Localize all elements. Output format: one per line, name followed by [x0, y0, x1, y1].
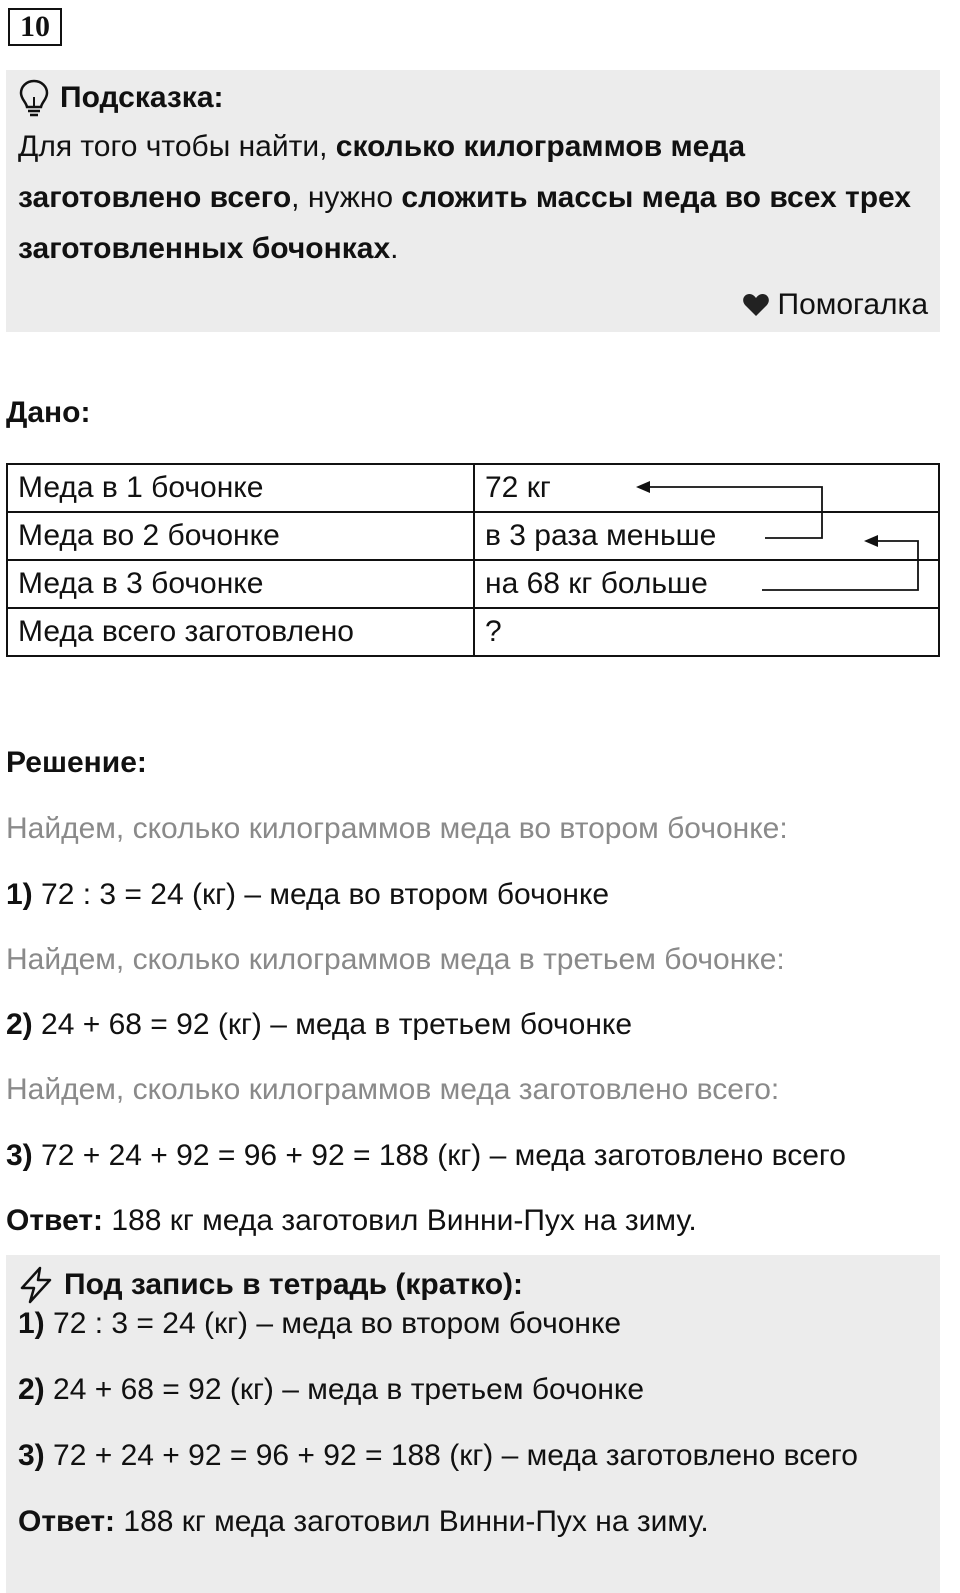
helper-label: Помогалка — [777, 288, 928, 321]
notes-step-2 — [18, 1373, 644, 1407]
step-number: 2) — [6, 1008, 33, 1041]
notes-header — [18, 1265, 928, 1305]
lightbulb-icon — [18, 79, 50, 117]
table-row — [7, 512, 939, 560]
step-number: 1) — [6, 878, 33, 911]
helper-credit — [742, 288, 929, 322]
solution-step-1 — [6, 878, 609, 912]
step-text: 24 + 68 = 92 (кг) – меда в третьем бочонке — [44, 1373, 645, 1406]
given-value: в 3 раза меньше — [474, 512, 939, 560]
table-row — [7, 464, 939, 512]
question-1: Найдем, сколько килограммов меда во втором бочонке: — [6, 812, 788, 845]
hint-text-part: Для того чтобы найти, — [18, 130, 336, 163]
answer-text: 188 кг меда заготовил Винни-Пух на зиму. — [115, 1505, 709, 1538]
answer-text: 188 кг меда заготовил Винни-Пух на зиму. — [103, 1204, 697, 1237]
table-row — [7, 608, 939, 656]
hint-text — [18, 121, 928, 274]
solution-step-3 — [6, 1139, 846, 1173]
given-value: ? — [474, 608, 939, 656]
step-text: 72 + 24 + 92 = 96 + 92 = 188 (кг) – меда заготовлено всего — [44, 1439, 858, 1472]
hint-bold-part: сколько килограммов меда заготовлено всего — [18, 130, 746, 214]
given-table — [6, 463, 940, 657]
answer-label: Ответ: — [6, 1204, 104, 1237]
step-number: 2) — [18, 1373, 45, 1406]
step-number: 3) — [6, 1139, 33, 1172]
notes-title: Под запись в тетрадь (кратко): — [64, 1268, 524, 1301]
given-value: на 68 кг больше — [474, 560, 939, 608]
given-value: 72 кг — [474, 464, 939, 512]
given-label: Меда всего заготовлено — [7, 608, 474, 656]
solution-step-2 — [6, 1008, 632, 1042]
question-2: Найдем, сколько килограммов меда в третьем бочонке: — [6, 943, 785, 976]
answer-label: Ответ: — [18, 1505, 116, 1538]
lightning-icon — [18, 1266, 54, 1304]
hint-box — [6, 70, 940, 332]
answer-line — [6, 1204, 697, 1238]
table-row — [7, 560, 939, 608]
step-text: 72 : 3 = 24 (кг) – меда во втором бочонке — [32, 878, 610, 911]
given-title: Дано: — [6, 396, 91, 429]
given-label: Меда в 1 бочонке — [7, 464, 474, 512]
hint-title: Подсказка: — [60, 81, 224, 114]
hint-text-part: . — [390, 232, 399, 265]
notes-step-1 — [18, 1307, 621, 1341]
notes-box — [6, 1255, 940, 1593]
step-number: 1) — [18, 1307, 45, 1340]
solution-title: Решение: — [6, 746, 147, 779]
step-text: 72 : 3 = 24 (кг) – меда во втором бочонке — [44, 1307, 622, 1340]
task-number: 10 — [8, 8, 62, 46]
step-text: 72 + 24 + 92 = 96 + 92 = 188 (кг) – меда заготовлено всего — [32, 1139, 846, 1172]
heart-icon — [742, 292, 770, 318]
hint-header — [18, 78, 928, 118]
question-3: Найдем, сколько килограммов меда заготовлено всего: — [6, 1073, 780, 1106]
hint-text-part: , нужно — [291, 181, 402, 214]
notes-answer — [18, 1505, 709, 1539]
step-number: 3) — [18, 1439, 45, 1472]
notes-step-3 — [18, 1439, 858, 1473]
step-text: 24 + 68 = 92 (кг) – меда в третьем бочонке — [32, 1008, 633, 1041]
given-label: Меда в 3 бочонке — [7, 560, 474, 608]
hint-bold-part: сложить массы меда во всех трех заготовленных бочонках — [18, 181, 911, 265]
given-label: Меда во 2 бочонке — [7, 512, 474, 560]
